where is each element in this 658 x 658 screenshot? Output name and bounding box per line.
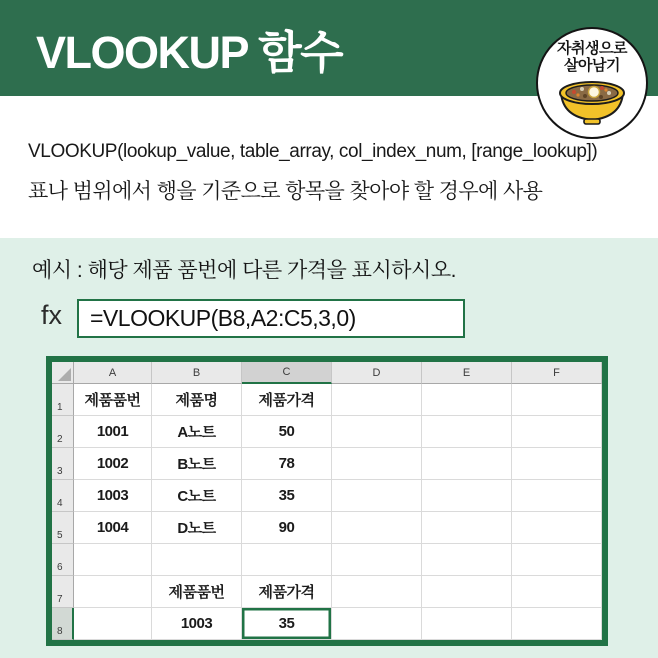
row-header-7[interactable]: 7 (52, 576, 74, 608)
function-syntax: VLOOKUP(lookup_value, table_array, col_index_num, [range_lookup]) (28, 141, 598, 162)
cell-D7[interactable] (332, 576, 422, 608)
cell-E8[interactable] (422, 608, 512, 640)
row-header-1[interactable]: 1 (52, 384, 74, 416)
cell-C2[interactable]: 50 (242, 416, 332, 448)
cell-E7[interactable] (422, 576, 512, 608)
column-header-A[interactable]: A (74, 362, 152, 384)
cell-B6[interactable] (152, 544, 242, 576)
spreadsheet-grid (52, 362, 602, 640)
select-all-icon (58, 368, 71, 381)
cell-C8[interactable]: 35 (242, 608, 332, 640)
column-header-D[interactable]: D (332, 362, 422, 384)
ramen-bowl-icon (554, 77, 630, 129)
cell-E3[interactable] (422, 448, 512, 480)
cell-F5[interactable] (512, 512, 602, 544)
cell-C5[interactable]: 90 (242, 512, 332, 544)
row-header-2[interactable]: 2 (52, 416, 74, 448)
row-header-3[interactable]: 3 (52, 448, 74, 480)
cell-C7[interactable]: 제품가격 (242, 576, 332, 608)
cell-A5[interactable]: 1004 (74, 512, 152, 544)
cell-F3[interactable] (512, 448, 602, 480)
cell-F4[interactable] (512, 480, 602, 512)
cell-E1[interactable] (422, 384, 512, 416)
cell-A7[interactable] (74, 576, 152, 608)
row-header-4[interactable]: 4 (52, 480, 74, 512)
cell-A6[interactable] (74, 544, 152, 576)
cell-D1[interactable] (332, 384, 422, 416)
cell-A2[interactable]: 1001 (74, 416, 152, 448)
cell-E6[interactable] (422, 544, 512, 576)
function-usage: 표나 범위에서 행을 기준으로 항목을 찾아야 할 경우에 사용 (28, 180, 543, 203)
badge-text-line2: 살아남기 (564, 57, 620, 74)
cell-F1[interactable] (512, 384, 602, 416)
cell-F8[interactable] (512, 608, 602, 640)
cell-B3[interactable]: B노트 (152, 448, 242, 480)
cell-D4[interactable] (332, 480, 422, 512)
spreadsheet (46, 356, 608, 646)
cell-A3[interactable]: 1002 (74, 448, 152, 480)
cell-C1[interactable]: 제품가격 (242, 384, 332, 416)
cell-A1[interactable]: 제품품번 (74, 384, 152, 416)
column-header-C[interactable]: C (242, 362, 332, 384)
fx-icon: fx (41, 300, 63, 330)
cell-F2[interactable] (512, 416, 602, 448)
cell-B5[interactable]: D노트 (152, 512, 242, 544)
cell-D2[interactable] (332, 416, 422, 448)
column-header-B[interactable]: B (152, 362, 242, 384)
cell-E4[interactable] (422, 480, 512, 512)
row-header-6[interactable]: 6 (52, 544, 74, 576)
cell-D6[interactable] (332, 544, 422, 576)
cell-C3[interactable]: 78 (242, 448, 332, 480)
cell-C6[interactable] (242, 544, 332, 576)
page-title: VLOOKUP 함수 (36, 27, 343, 78)
select-all-corner[interactable] (52, 362, 74, 384)
row-header-8[interactable]: 8 (52, 608, 74, 640)
cell-B2[interactable]: A노트 (152, 416, 242, 448)
cell-B7[interactable]: 제품품번 (152, 576, 242, 608)
cell-C4[interactable]: 35 (242, 480, 332, 512)
cell-D3[interactable] (332, 448, 422, 480)
cell-B1[interactable]: 제품명 (152, 384, 242, 416)
cell-E2[interactable] (422, 416, 512, 448)
example-prompt: 예시 : 해당 제품 품번에 다른 가격을 표시하시오. (32, 259, 456, 282)
column-header-E[interactable]: E (422, 362, 512, 384)
cell-B4[interactable]: C노트 (152, 480, 242, 512)
cell-E5[interactable] (422, 512, 512, 544)
column-header-F[interactable]: F (512, 362, 602, 384)
cell-D8[interactable] (332, 608, 422, 640)
cell-A4[interactable]: 1003 (74, 480, 152, 512)
cell-F7[interactable] (512, 576, 602, 608)
cell-A8[interactable] (74, 608, 152, 640)
cell-F6[interactable] (512, 544, 602, 576)
brand-badge (536, 27, 648, 139)
cell-D5[interactable] (332, 512, 422, 544)
row-header-5[interactable]: 5 (52, 512, 74, 544)
badge-text-line1: 자취생으로 (557, 40, 627, 57)
formula-bar-input[interactable]: =VLOOKUP(B8,A2:C5,3,0) (77, 299, 465, 338)
cell-B8[interactable]: 1003 (152, 608, 242, 640)
